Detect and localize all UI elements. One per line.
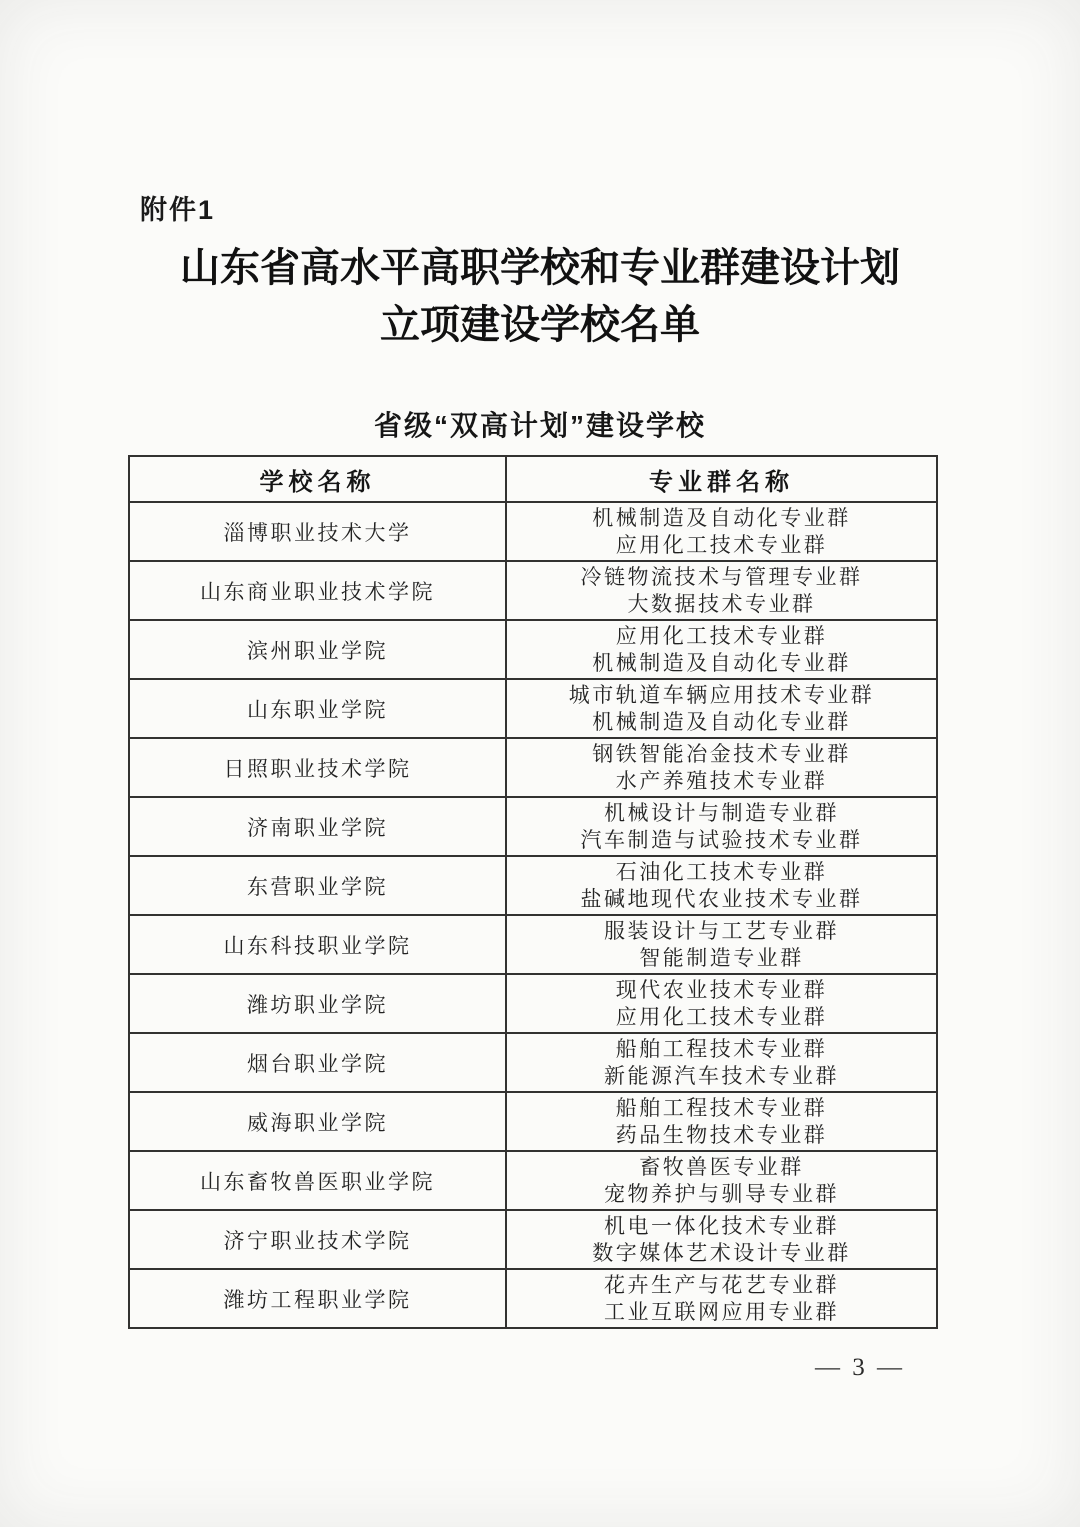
table-row [129,974,937,1033]
school-name-cell: 潍坊职业学院 [129,974,506,1033]
group-names-cell [506,1210,937,1269]
table-row [129,915,937,974]
group-name-line: 水产养殖技术专业群 [615,768,828,793]
group-name-line: 智能制造专业群 [639,945,804,970]
group-names-cell [506,679,937,738]
group-name-line: 冷链物流技术与管理专业群 [580,564,863,589]
school-name-cell: 威海职业学院 [129,1092,506,1151]
attachment-label: 附件1 [140,195,216,225]
group-name-line: 药品生物技术专业群 [615,1122,828,1147]
school-name-cell: 山东职业学院 [129,679,506,738]
schools-table [128,455,938,1329]
school-name-cell: 淄博职业技术大学 [129,502,506,561]
group-name-line: 石油化工技术专业群 [615,859,828,884]
group-name-line: 钢铁智能冶金技术专业群 [592,741,851,766]
group-name-line: 船舶工程技术专业群 [615,1095,828,1120]
table-row [129,620,937,679]
document-title-line2: 立项建设学校名单 [380,303,700,347]
group-names-cell [506,797,937,856]
group-name-line: 机械制造及自动化专业群 [592,709,851,734]
page-number: — 3 — [815,1354,905,1381]
group-name-line: 机械设计与制造专业群 [604,800,839,825]
table-row [129,1092,937,1151]
table-row [129,1210,937,1269]
group-names-cell [506,561,937,620]
table-row [129,1033,937,1092]
table-row [129,797,937,856]
group-names-cell [506,915,937,974]
document-title [0,240,1080,354]
school-name-cell: 烟台职业学院 [129,1033,506,1092]
group-names-cell [506,738,937,797]
group-names-cell [506,1151,937,1210]
document-title-line1: 山东省高水平高职学校和专业群建设计划 [180,246,900,290]
group-name-line: 工业互联网应用专业群 [604,1299,839,1324]
group-name-line: 应用化工技术专业群 [615,623,828,648]
group-name-line: 大数据技术专业群 [627,591,816,616]
group-names-cell [506,502,937,561]
table-row [129,561,937,620]
group-name-line: 机电一体化技术专业群 [604,1213,839,1238]
school-name-cell: 山东畜牧兽医职业学院 [129,1151,506,1210]
table-row [129,856,937,915]
group-name-line: 新能源汽车技术专业群 [604,1063,839,1088]
group-name-line: 服装设计与工艺专业群 [604,918,839,943]
group-names-cell [506,974,937,1033]
school-name-cell: 山东科技职业学院 [129,915,506,974]
column-header-group: 专业群名称 [506,456,937,502]
group-names-cell [506,1033,937,1092]
group-name-line: 畜牧兽医专业群 [639,1154,804,1179]
group-name-line: 宠物养护与驯导专业群 [604,1181,839,1206]
table-header-row [129,456,937,502]
school-name-cell: 潍坊工程职业学院 [129,1269,506,1328]
group-name-line: 城市轨道车辆应用技术专业群 [568,682,875,707]
group-names-cell [506,856,937,915]
group-names-cell [506,620,937,679]
group-names-cell [506,1092,937,1151]
group-name-line: 汽车制造与试验技术专业群 [580,827,863,852]
group-name-line: 现代农业技术专业群 [615,977,828,1002]
table-caption: 省级“双高计划”建设学校 [373,410,706,441]
table-row [129,679,937,738]
school-name-cell: 济南职业学院 [129,797,506,856]
group-name-line: 数字媒体艺术设计专业群 [592,1240,851,1265]
school-name-cell: 日照职业技术学院 [129,738,506,797]
group-name-line: 机械制造及自动化专业群 [592,505,851,530]
group-name-line: 船舶工程技术专业群 [615,1036,828,1061]
school-name-cell: 济宁职业技术学院 [129,1210,506,1269]
table-body [129,502,937,1328]
column-header-school: 学校名称 [129,456,506,502]
table-row [129,1269,937,1328]
school-name-cell: 东营职业学院 [129,856,506,915]
school-name-cell: 山东商业职业技术学院 [129,561,506,620]
group-name-line: 花卉生产与花艺专业群 [604,1272,839,1297]
group-name-line: 盐碱地现代农业技术专业群 [580,886,863,911]
group-name-line: 机械制造及自动化专业群 [592,650,851,675]
table-row [129,1151,937,1210]
group-names-cell [506,1269,937,1328]
group-name-line: 应用化工技术专业群 [615,1004,828,1029]
school-name-cell: 滨州职业学院 [129,620,506,679]
table-row [129,502,937,561]
group-name-line: 应用化工技术专业群 [615,532,828,557]
table-row [129,738,937,797]
